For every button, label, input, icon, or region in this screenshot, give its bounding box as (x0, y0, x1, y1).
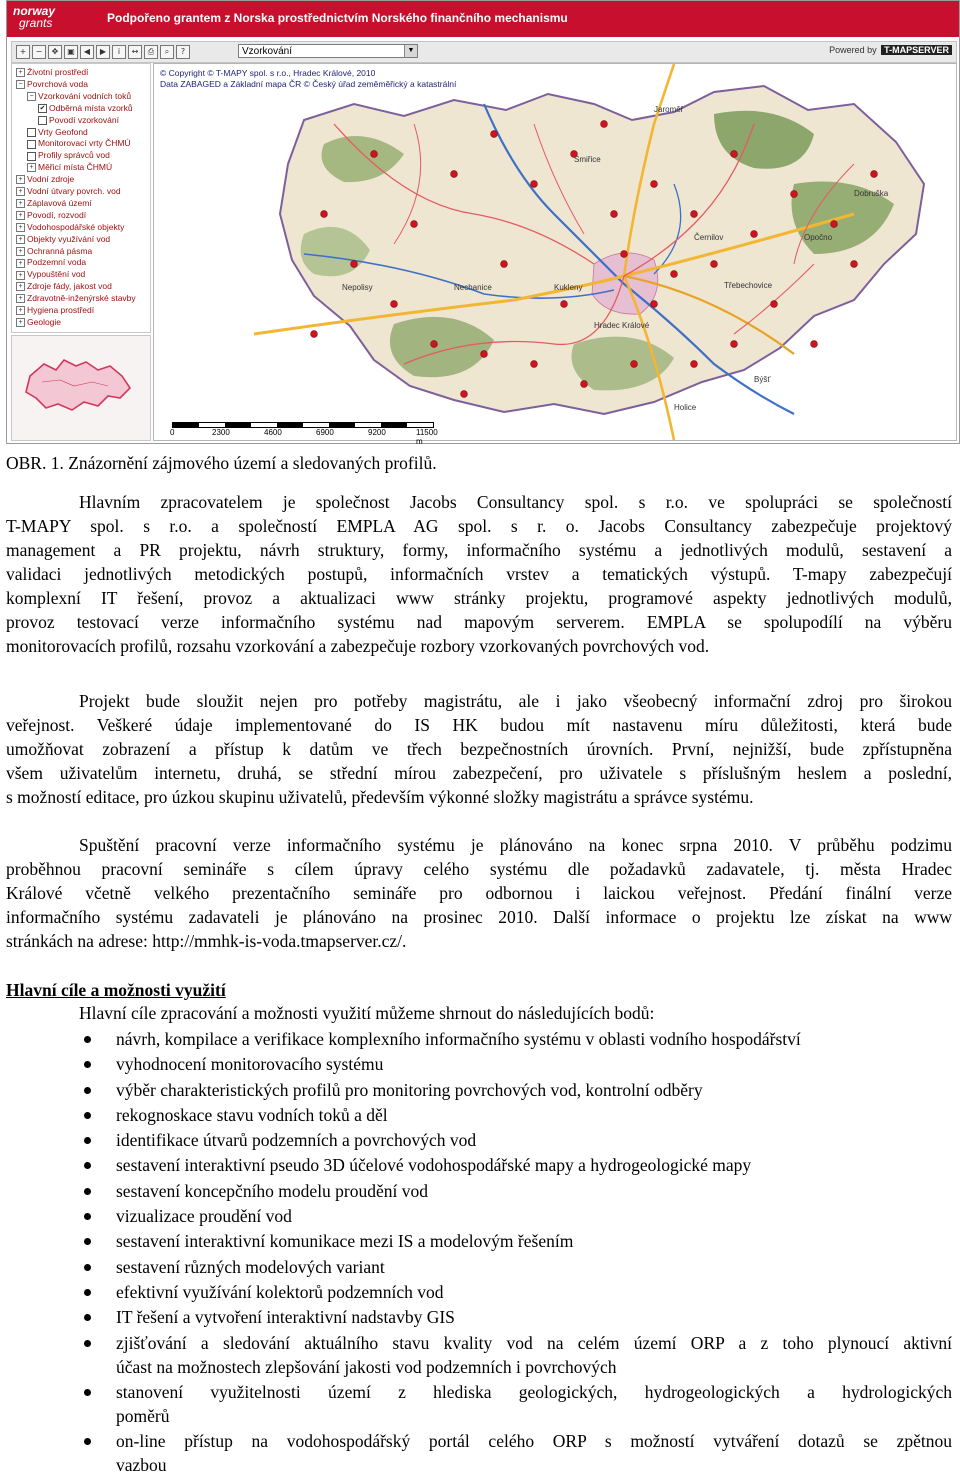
layer-tree-label: Životní prostředí (27, 67, 89, 77)
layer-tree-item[interactable] (38, 103, 133, 114)
layer-tree-label: Hygiena prostředí (27, 305, 95, 315)
grant-banner (7, 1, 959, 37)
map-place-label: Dobruška (854, 189, 889, 198)
layer-tree-label: Povodí, rozvodí (27, 209, 87, 220)
layer-tree-item[interactable] (16, 67, 88, 78)
list-item-text: on-line přístup na vodohospodářský portál celého ORP s možností vytváření dotazů se zpětnou (116, 1431, 952, 1452)
list-item-text: sestavení různých modelových variant (116, 1256, 385, 1277)
expand-icon[interactable]: + (16, 235, 25, 244)
layer-checkbox[interactable]: ✔ (39, 104, 46, 112)
list-item-text: stanovení využitelnosti území z hlediska geologických, hydrogeologických a hydrologických (116, 1381, 952, 1402)
map-place-label: Holice (674, 403, 697, 412)
bullet-icon (84, 1112, 91, 1119)
bullet-icon (84, 1264, 91, 1271)
list-item-text: sestavení koncepčního modelu proudění vod (116, 1180, 429, 1201)
paragraph-processors (6, 490, 952, 658)
bullet-icon (84, 1389, 91, 1396)
powered-by: Powered by T-MAPSERVER (829, 45, 952, 55)
list-item (6, 1429, 956, 1477)
layer-tree-label: Monitorovací vrty ČHMÚ (38, 138, 131, 149)
map-place-label: Jaroměř (654, 105, 684, 114)
expand-icon[interactable]: + (16, 259, 25, 268)
bullet-icon (84, 1314, 91, 1321)
list-item-text: poměrů (116, 1405, 170, 1426)
list-intro: Hlavní cíle zpracování a možnosti využití můžeme shrnout do následujících bodů: (79, 1003, 655, 1023)
paragraph-line: stránkách na adrese: http://mmhk-is-voda.tmapserver.cz/. (6, 931, 407, 951)
list-item-text: účast na možnostech zlepšování jakosti vod podzemních i povrchových (116, 1356, 617, 1377)
paragraph-line: s možností editace, pro úzkou skupinu uživatelů, především výkonné složky magistrátu a správce systému. (6, 787, 754, 807)
list-item-text: rekognoskace stavu vodních toků a děl (116, 1104, 388, 1125)
expand-icon[interactable]: + (16, 294, 25, 303)
list-item (6, 1280, 956, 1304)
print-icon[interactable]: ⎙ (144, 45, 158, 59)
list-item-text: efektivní využívání kolektorů podzemních vod (116, 1281, 444, 1302)
list-item (6, 1255, 956, 1279)
layer-tree-item[interactable] (16, 305, 94, 316)
list-item (6, 1179, 956, 1203)
layer-tree-label: Vzorkování vodních toků (38, 90, 132, 101)
layer-select[interactable]: Vzorkování ▼ (238, 44, 418, 58)
paragraph-line: komplexní IT řešení, provoz a aktualizaci www stránky projektu, programové aspekty jednotlivých modulů, (6, 588, 952, 608)
layer-tree-label: Vrty Geofond (38, 126, 88, 137)
layer-tree-item[interactable] (16, 246, 92, 257)
expand-icon[interactable]: + (16, 187, 25, 196)
expand-icon[interactable]: + (16, 199, 25, 208)
list-item-text: vizualizace proudění vod (116, 1206, 292, 1227)
layer-checkbox[interactable] (27, 140, 36, 149)
layer-tree-item[interactable] (27, 127, 88, 138)
forward-icon[interactable]: ▶ (96, 45, 110, 59)
bullet-icon (84, 1340, 91, 1347)
layer-tree-item[interactable] (27, 150, 110, 161)
paragraph-line: T-MAPY spol. s r.o. a společností EMPLA AG spol. s r. o. Jacobs Consultancy zabezpečuje projektový (6, 516, 952, 536)
norway-grants-logo: norway grants (13, 4, 56, 30)
list-item (6, 1229, 956, 1253)
expand-icon[interactable]: + (27, 163, 36, 172)
layer-tree-label: Vypouštění vod (27, 269, 86, 280)
overview-map-graphic (12, 336, 150, 440)
list-item-text: výběr charakteristických profilů pro monitoring povrchových vod, kontrolní odběry (116, 1079, 703, 1100)
bullet-icon (84, 1162, 91, 1169)
layer-tree (11, 63, 151, 333)
bullet-icon (84, 1087, 91, 1094)
list-item-text: návrh, kompilace a verifikace komplexního informačního systému v oblasti vodního hospodářství (116, 1029, 801, 1049)
map-application-screenshot (6, 0, 960, 444)
layer-tree-item[interactable] (16, 317, 61, 328)
map-place-label: Hradec Králové (594, 321, 650, 330)
paragraph-line: Králové včetně velkého prezentačního semináře pro odbornou i laickou veřejnost. Předání finální verze (6, 883, 952, 903)
bullet-icon (84, 1438, 91, 1445)
paragraph-line: management a PR projektu, návrh struktury, formy, informačního systému a jednotlivých modulů, sestavení a (6, 540, 952, 560)
map-place-label: Kukleny (554, 283, 583, 292)
main-map[interactable] (153, 63, 957, 446)
list-item-text: IT řešení a vytvoření interaktivní nadstavby GIS (116, 1307, 455, 1328)
layer-tree-item[interactable] (16, 210, 86, 221)
full-extent-icon[interactable]: ▣ (64, 45, 78, 59)
expand-icon[interactable]: + (16, 247, 25, 256)
layer-tree-label: Zdroje fády, jakost vod (27, 281, 112, 292)
map-place-label: Nepolisy (342, 283, 373, 292)
layer-tree-item[interactable] (16, 186, 121, 197)
list-item (6, 1128, 956, 1152)
layer-tree-item[interactable] (16, 198, 92, 209)
expand-icon[interactable]: + (16, 282, 25, 291)
list-item (6, 1331, 956, 1379)
goals-list (6, 1027, 956, 1477)
overview-map[interactable] (11, 335, 151, 441)
bullet-icon (84, 1238, 91, 1245)
paragraph-purpose (6, 689, 952, 809)
map-place-label: Černilov (694, 233, 724, 242)
figure-caption: OBR. 1. Znázornění zájmového území a sledovaných profilů. (6, 453, 437, 473)
expand-icon[interactable]: + (16, 211, 25, 220)
paragraph-line: Hlavním zpracovatelem je společnost Jacobs Consultancy spol. s r.o. ve spolupráci se společností (79, 492, 952, 512)
paragraph-line: provoz testovací verze informačního systému nad mapovým serverem. EMPLA se spolupodílí na výběru (6, 612, 952, 632)
list-item (6, 1153, 956, 1177)
map-place-label: Smiřice (574, 155, 601, 164)
paragraph-line: umožňovat zobrazení a přístup k datům ve třech bezpečnostních úrovních. První, nejnižší, bude zpřístupněna (6, 739, 952, 759)
list-item-text: sestavení interaktivní komunikace mezi IS a modelovým řešením (116, 1231, 574, 1252)
layer-tree-item[interactable] (16, 257, 86, 268)
bullet-icon (84, 1036, 91, 1043)
section-heading: Hlavní cíle a možnosti využití (6, 980, 226, 1000)
layer-tree-item[interactable] (16, 79, 88, 90)
bullet-icon (84, 1188, 91, 1195)
paragraph-schedule (6, 833, 952, 953)
tmapserver-logo: T-MAPSERVER (881, 45, 952, 55)
layer-tree-label: Povodí vzorkování (49, 114, 119, 125)
expand-icon[interactable]: + (16, 68, 25, 77)
zoom-out-icon[interactable]: − (32, 45, 46, 59)
layer-tree-label: Odběrná místa vzorků (49, 102, 133, 113)
map-place-label: Třebechovice (724, 281, 773, 290)
layer-tree-label: Zdravotně-inženýrské stavby (27, 293, 136, 304)
list-item (6, 1027, 956, 1051)
paragraph-line: Spuštění pracovní verze informačního systému je plánováno na konec srpna 2010. V průběhu podzimu (79, 835, 952, 855)
layer-tree-item[interactable] (16, 281, 112, 292)
chevron-down-icon[interactable]: ▼ (404, 45, 417, 57)
expand-icon[interactable]: + (16, 271, 25, 280)
layer-checkbox[interactable] (27, 152, 36, 161)
pan-icon[interactable]: ✥ (48, 45, 62, 59)
layer-tree-item[interactable] (38, 115, 119, 126)
layer-tree-label: Záplavová území (27, 197, 92, 208)
list-item (6, 1305, 956, 1329)
map-place-label: Nechanice (454, 283, 492, 292)
layer-tree-item[interactable] (27, 138, 131, 149)
layer-tree-item[interactable] (16, 174, 74, 185)
collapse-icon[interactable]: − (16, 80, 25, 89)
list-item-text: vazbou (116, 1455, 167, 1476)
layer-tree-label: Ochranná pásma (27, 245, 93, 256)
layer-tree-label: Vodní útvary povrch. vod (27, 186, 121, 196)
layer-tree-label: Objekty využívání vod (27, 233, 111, 244)
identify-icon[interactable]: i (112, 45, 126, 59)
paragraph-line: všem uživatelům internetu, druhá, se střední mírou zabezpečení, pro uživatele s příslušným heslem a poslední, (6, 763, 952, 783)
banner-title: Podpořeno grantem z Norska prostřednictvím Norského finančního mechanismu (107, 11, 568, 25)
paragraph-line: proběhnou pracovní semináře s cílem úpravy celého systému dle požadavků zadavatele, tj. města Hradec (6, 859, 952, 879)
paragraph-line: veřejnost. Veškeré údaje implementované do IS HK budou mít nastavenu míru důležitosti, která bude (6, 715, 952, 735)
layer-tree-item[interactable] (16, 293, 136, 304)
paragraph-line: validaci jednotlivých metodických postupů, informačních vrstev a tematických výstupů. T-mapy zabezpečují (6, 564, 952, 584)
layer-tree-label: Měřicí místa ČHMÚ (38, 162, 113, 173)
layer-tree-label: Geologie (27, 316, 62, 327)
layer-checkbox[interactable] (27, 128, 36, 137)
list-item-text: zjišťování a sledování aktuálního stavu kvality vod na celém území ORP a z toho plynoucí aktivní (116, 1332, 952, 1353)
paragraph-line: informačního systému zadavateli je plánováno na prosinec 2010. Další informace o projektu lze získat na www (6, 907, 952, 927)
expand-icon[interactable]: + (16, 223, 25, 232)
list-item (6, 1052, 956, 1076)
bullet-icon (84, 1061, 91, 1068)
layer-tree-item[interactable] (16, 269, 85, 280)
list-item (6, 1204, 956, 1228)
collapse-icon[interactable]: − (27, 92, 36, 101)
layer-tree-label: Podzemní voda (27, 257, 87, 268)
map-canvas (154, 64, 956, 440)
bullet-icon (84, 1213, 91, 1220)
layer-checkbox[interactable] (38, 116, 47, 125)
expand-icon[interactable]: + (16, 175, 25, 184)
map-scale-bar: 0 2300 4600 6900 9200 11500 m (172, 422, 442, 436)
list-item (6, 1078, 956, 1102)
layer-tree-label: Povrchová voda (27, 78, 88, 89)
paragraph-line: monitorovacích profilů, rozsahu vzorkování a zabezpečuje rozbory vzorkovaných povrchových vod. (6, 636, 710, 656)
list-item-text: vyhodnocení monitorovacího systému (116, 1054, 384, 1075)
measure-icon[interactable]: ↔ (128, 45, 142, 59)
back-icon[interactable]: ◀ (80, 45, 94, 59)
layer-tree-label: Vodohospodářské objekty (27, 221, 125, 232)
map-copyright: © Copyright © T-MAPY spol. s r.o., Hradec Králové, 2010 Data ZABAGED a Základní mapa ČR © Český úřad zeměměřický a katastrální (160, 68, 457, 89)
map-place-label: Opočno (804, 233, 833, 242)
expand-icon[interactable]: + (16, 306, 25, 315)
zoom-in-icon[interactable]: + (16, 45, 30, 59)
layer-tree-label: Vodní zdroje (27, 174, 75, 185)
list-item (6, 1380, 956, 1428)
bullet-icon (84, 1289, 91, 1296)
layer-tree-item[interactable] (27, 162, 112, 173)
list-item-text: identifikace útvarů podzemních a povrchových vod (116, 1130, 477, 1151)
expand-icon[interactable]: + (16, 318, 25, 327)
layer-tree-label: Profily správců vod (38, 150, 110, 161)
map-place-label: Býšť (754, 375, 771, 384)
layer-tree-item[interactable] (16, 222, 124, 233)
map-toolbar (11, 41, 957, 63)
layer-tree-item[interactable] (27, 91, 131, 102)
list-item-text: sestavení interaktivní pseudo 3D účelové vodohospodářské mapy a hydrogeologické mapy (116, 1155, 752, 1176)
bullet-icon (84, 1137, 91, 1144)
layer-tree-item[interactable] (16, 234, 110, 245)
list-item (6, 1103, 956, 1127)
help-icon[interactable]: ? (176, 45, 190, 59)
paragraph-line: Projekt bude sloužit nejen pro potřeby magistrátu, ale i jako všeobecný informační zdroj pro širokou (79, 691, 952, 711)
search-icon[interactable]: ⌕ (160, 45, 174, 59)
